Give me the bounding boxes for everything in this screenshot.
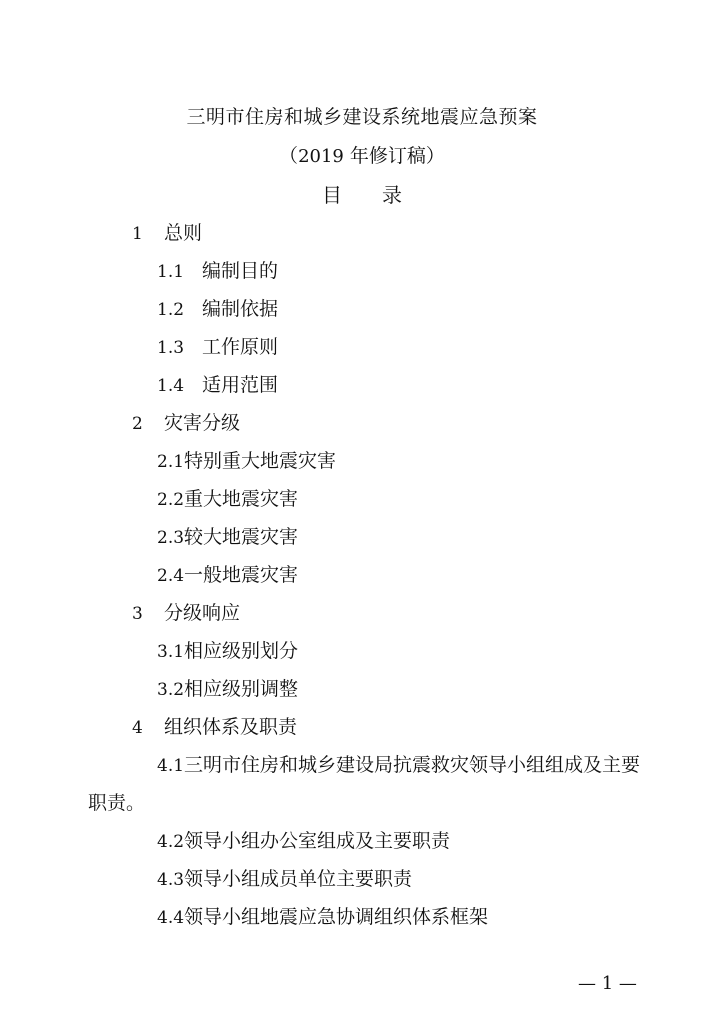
toc-number: 4.4 (157, 908, 185, 928)
toc-number: 1 (132, 224, 143, 244)
document-subtitle (0, 141, 724, 168)
toc-number: 2.2 (157, 490, 185, 510)
toc-number: 3.1 (157, 642, 185, 662)
toc-number: 1.4 (157, 376, 185, 396)
toc-entry-4-4 (157, 902, 488, 929)
toc-entry-4-1 (157, 750, 640, 777)
toc-number: 4.2 (157, 832, 185, 852)
toc-number: 1.3 (157, 338, 185, 358)
toc-entry-2-2 (157, 484, 298, 511)
toc-number: 1.2 (157, 300, 185, 320)
subtitle-text: 年修订稿 (343, 145, 426, 167)
toc-heading-char-2: 录 (382, 183, 402, 207)
toc-title: 灾害分级 (164, 412, 241, 434)
toc-entry-2-4 (157, 560, 298, 587)
toc-number: 4 (132, 718, 143, 738)
toc-number: 2.4 (157, 566, 185, 586)
toc-title: 组织体系及职责 (164, 716, 298, 738)
toc-title: 相应级别划分 (184, 640, 299, 662)
toc-entry-4 (132, 712, 297, 739)
toc-title: 领导小组成员单位主要职责 (184, 868, 413, 890)
subtitle-close-paren: ） (425, 145, 445, 167)
toc-entry-1-3 (157, 332, 278, 359)
toc-title: 重大地震灾害 (184, 488, 299, 510)
document-title: 三明市住房和城乡建设系统地震应急预案 (186, 106, 538, 128)
toc-entry-1-2 (157, 294, 278, 321)
toc-entry-1 (132, 218, 202, 245)
toc-number: 3.2 (157, 680, 185, 700)
toc-number: 4.3 (157, 870, 185, 890)
subtitle-open-paren: （ (279, 145, 299, 167)
toc-title: 三明市住房和城乡建设局抗震救灾领导小组组成及主要 (184, 754, 641, 776)
toc-title: 适用范围 (202, 374, 279, 396)
toc-number: 2.3 (157, 528, 185, 548)
toc-entry-4-1-continuation: 职责。 (88, 792, 146, 814)
toc-number: 1.1 (157, 262, 185, 282)
toc-entry-1-1 (157, 256, 278, 283)
toc-entry-1-4 (157, 370, 278, 397)
toc-entry-3-1 (157, 636, 298, 663)
toc-number: 2 (132, 414, 143, 434)
toc-entry-3 (132, 598, 240, 625)
toc-title: 编制目的 (202, 260, 279, 282)
page-number: — 1 — (578, 973, 637, 994)
toc-number: 3 (132, 604, 143, 624)
toc-title: 总则 (164, 222, 203, 244)
toc-entry-2-3 (157, 522, 298, 549)
toc-title: 一般地震灾害 (184, 564, 299, 586)
toc-title: 分级响应 (164, 602, 241, 624)
subtitle-year: 2019 (298, 146, 344, 167)
toc-entry-4-2 (157, 826, 450, 853)
toc-heading-char-1: 目 (322, 183, 342, 207)
toc-entry-4-3 (157, 864, 412, 891)
toc-number: 4.1 (157, 756, 185, 776)
toc-title: 特别重大地震灾害 (184, 450, 337, 472)
toc-title: 工作原则 (202, 336, 279, 358)
toc-number: 2.1 (157, 452, 185, 472)
toc-entry-2-1 (157, 446, 336, 473)
toc-entry-3-2 (157, 674, 298, 701)
toc-title: 领导小组办公室组成及主要职责 (184, 830, 451, 852)
toc-title: 领导小组地震应急协调组织体系框架 (184, 906, 489, 928)
toc-title: 编制依据 (202, 298, 279, 320)
toc-title: 较大地震灾害 (184, 526, 299, 548)
toc-entry-2 (132, 408, 240, 435)
toc-heading (0, 179, 724, 208)
toc-title: 相应级别调整 (184, 678, 299, 700)
